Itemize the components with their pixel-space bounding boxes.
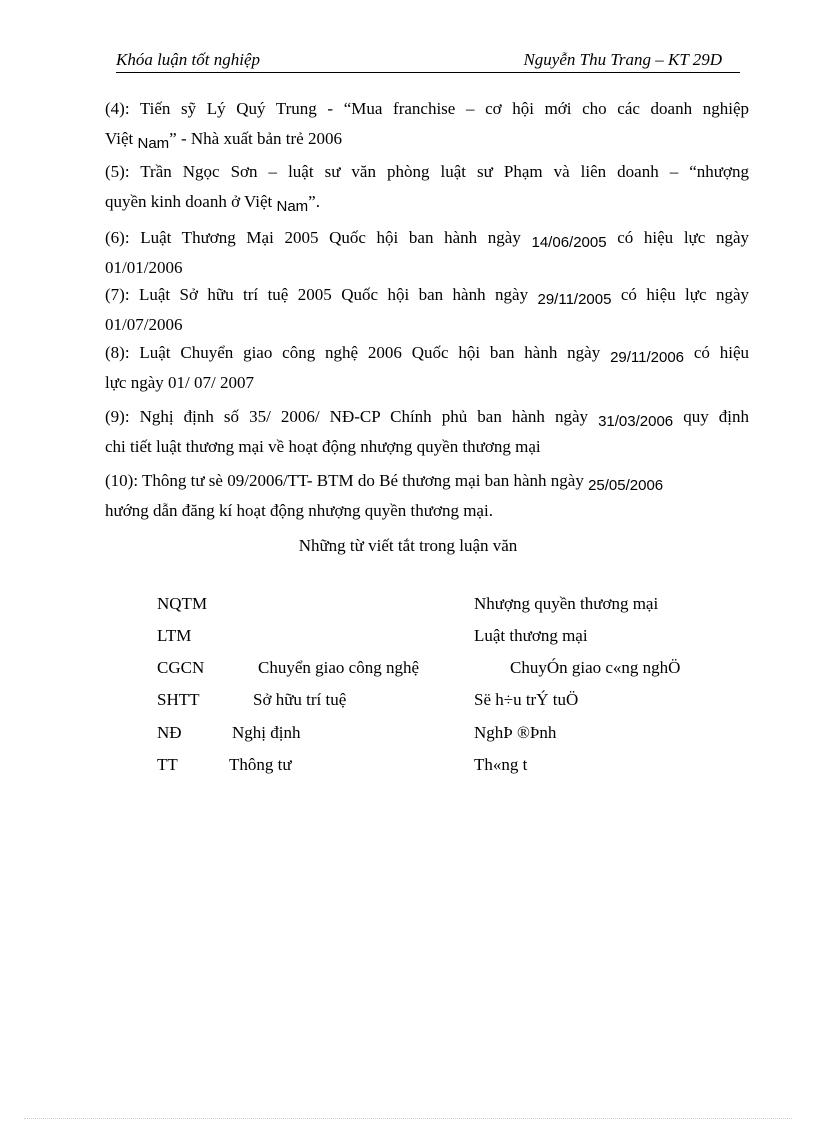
reference-item	[105, 157, 749, 217]
reference-item	[105, 223, 749, 283]
reference-line: (5): Trần Ngọc Sơn – luật sư văn phòng luật sư Phạm và liên doanh – “nhượng	[105, 162, 749, 181]
reference-item	[105, 466, 749, 526]
abbreviation-garbled: Th«ng t	[474, 755, 528, 774]
abbreviation-row	[0, 626, 816, 652]
abbreviation-row	[0, 658, 816, 684]
reference-line: hướng dẫn đăng kí hoạt động nhượng quyền thương mại.	[105, 501, 493, 520]
abbreviation-meaning: Nghị định	[232, 723, 301, 742]
reference-line: 01/07/2006	[105, 315, 183, 334]
abbreviation-row	[0, 723, 816, 749]
abbreviation-garbled: ChuyÓn giao c«ng nghÖ	[510, 658, 681, 677]
abbreviation-garbled: Së h÷u trÝ tuÖ	[474, 690, 579, 709]
page-header	[116, 50, 740, 73]
reference-line: Việt Nam” - Nhà xuất bản trẻ 2006	[105, 129, 342, 152]
abbreviation-code: SHTT	[157, 690, 200, 709]
page-bottom-divider	[24, 1118, 792, 1119]
abbreviations-title: Những từ viết tắt trong luận văn	[298, 536, 518, 555]
abbreviation-garbled: Nhượng quyền thương mại	[474, 594, 659, 613]
reference-line: (4): Tiến sỹ Lý Quý Trung - “Mua franchise – cơ hội mới cho các doanh nghiệp	[105, 99, 749, 118]
abbreviation-code: NĐ	[157, 723, 182, 742]
reference-line: (10): Thông tư sè 09/2006/TT- BTM do Bé thương mại ban hành ngày 25/05/2006	[105, 471, 664, 494]
reference-line: (6): Luật Thương Mại 2005 Quốc hội ban hành ngày 14/06/2005 có hiệu lực ngày	[105, 228, 750, 251]
reference-item	[105, 94, 749, 154]
reference-line: quyền kinh doanh ở Việt Nam”.	[105, 192, 320, 215]
abbreviation-row	[0, 755, 816, 781]
abbreviation-code: NQTM	[157, 594, 208, 613]
reference-item	[105, 280, 749, 340]
abbreviation-code: TT	[157, 755, 178, 774]
reference-item	[105, 402, 749, 462]
header-thesis-title: Khóa luận tốt nghiệp	[116, 50, 261, 69]
reference-item	[105, 338, 749, 398]
abbreviation-meaning: Sở hữu trí tuệ	[253, 690, 347, 709]
abbreviation-row	[0, 690, 816, 716]
reference-line: (7): Luật Sở hữu trí tuệ 2005 Quốc hội ban hành ngày 29/11/2005 có hiệu lực ngày	[105, 285, 750, 308]
abbreviation-code: CGCN	[157, 658, 205, 677]
reference-line: 01/01/2006	[105, 258, 183, 277]
reference-line: chi tiết luật thương mại về hoạt động nhượng quyền thương mại	[105, 437, 541, 456]
abbreviation-meaning: Chuyển giao công nghệ	[258, 658, 419, 677]
abbreviation-row	[0, 594, 816, 620]
abbreviation-garbled: Luật thương mại	[474, 626, 588, 645]
reference-line: (8): Luật Chuyển giao công nghệ 2006 Quốc hội ban hành ngày 29/11/2006 có hiệu	[105, 343, 749, 366]
abbreviation-garbled: NghÞ ®Þnh	[474, 723, 557, 742]
reference-line: (9): Nghị định số 35/ 2006/ NĐ-CP Chính phủ ban hành ngày 31/03/2006 quy định	[105, 407, 749, 430]
abbreviation-meaning: Thông tư	[229, 755, 292, 774]
header-author: Nguyễn Thu Trang – KT 29D	[523, 50, 722, 69]
reference-line: lực ngày 01/ 07/ 2007	[105, 373, 254, 392]
abbreviation-code: LTM	[157, 626, 192, 645]
